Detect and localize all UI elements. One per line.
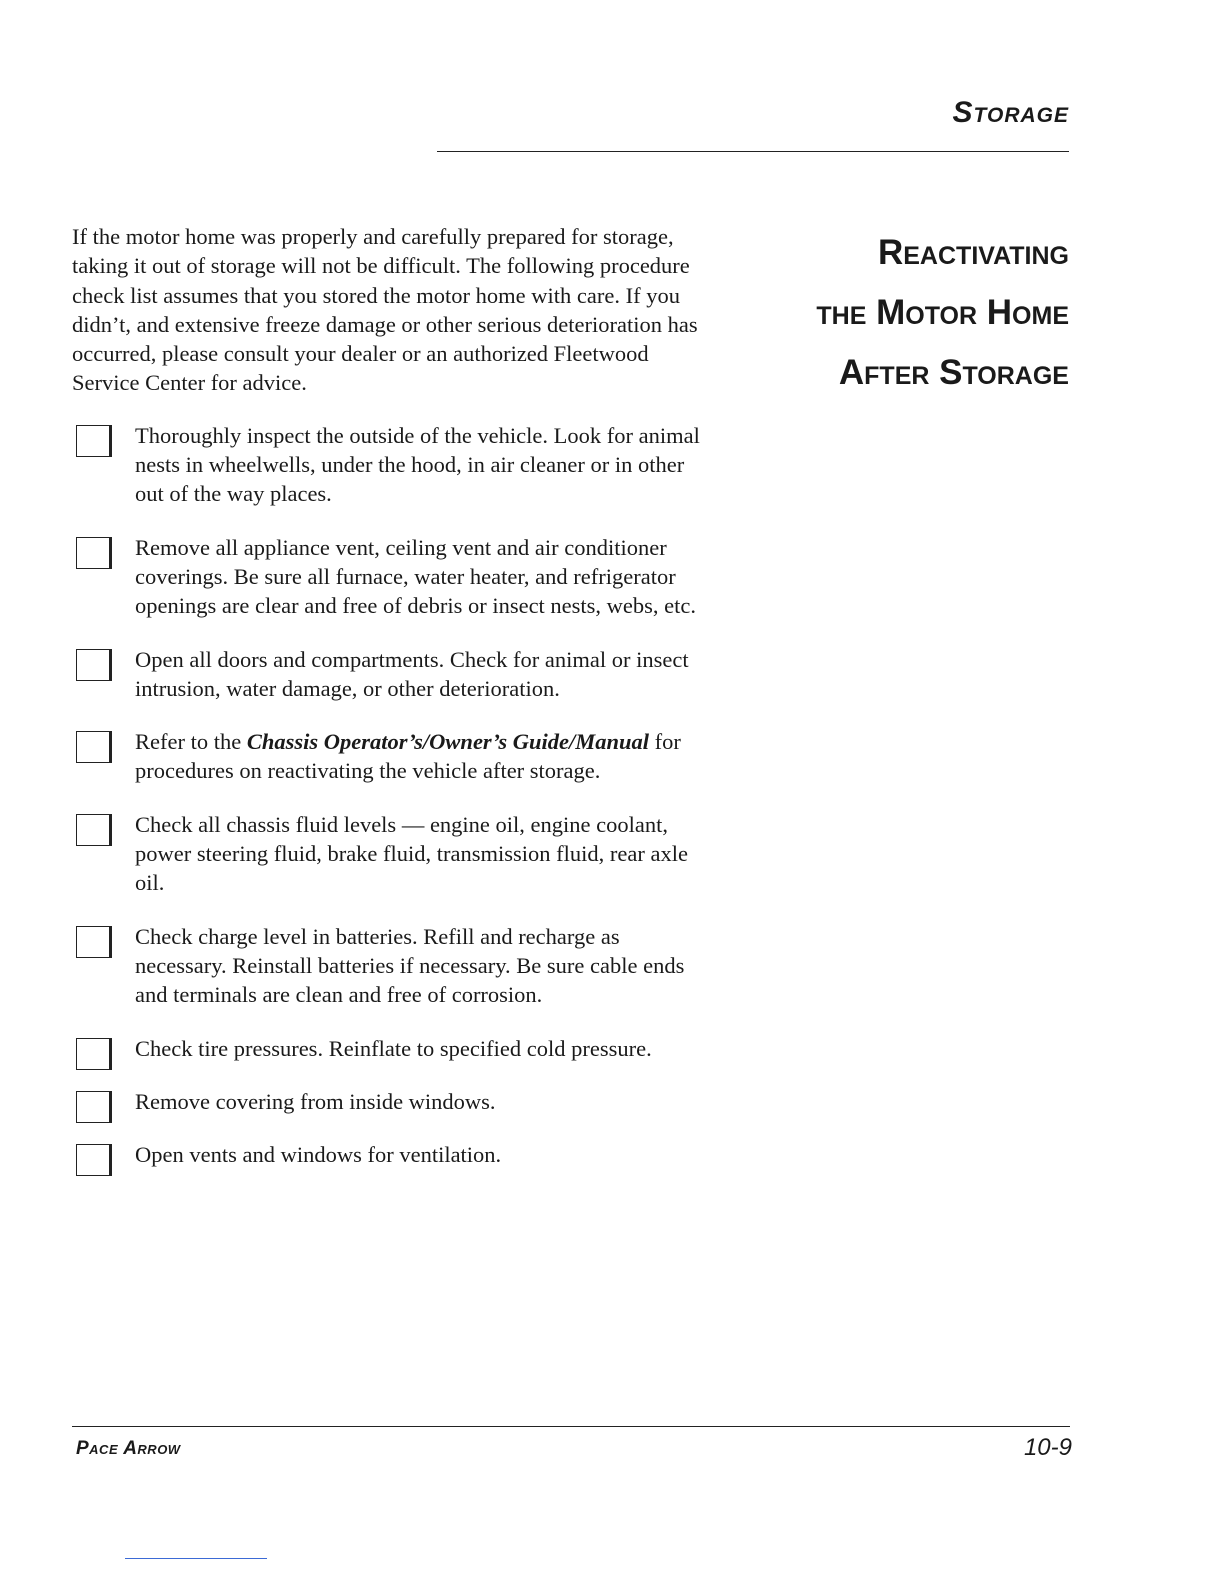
checkbox-icon[interactable]: [76, 1144, 112, 1176]
chassis-manual-reference: Chassis Operator’s/Owner’s Guide/Manual: [246, 729, 650, 755]
side-heading-line-2: the Motor Home: [816, 293, 1069, 333]
bottom-edge-mark: [125, 1558, 267, 1559]
checklist-item-text: Remove covering from inside windows.: [135, 1088, 496, 1114]
header-rule: [437, 151, 1069, 152]
section-title: Storage: [952, 96, 1069, 129]
checklist-item: [72, 922, 707, 1010]
footer-manual-name: Pace Arrow: [76, 1438, 181, 1459]
side-heading: [709, 223, 1069, 404]
checklist-item: [72, 810, 707, 898]
checklist-item: [72, 727, 707, 786]
checkbox-icon[interactable]: [76, 814, 112, 846]
side-heading-line-1: Reactivating: [877, 233, 1069, 272]
checklist-item-text: Check charge level in batteries. Refill and recharge as necessary. Reinstall batteries if necessary. Be sure cable ends and terminals are clean and free of corrosion.: [135, 923, 685, 1008]
main-content: [72, 222, 707, 1193]
checkbox-icon[interactable]: [76, 537, 112, 569]
checkbox-icon[interactable]: [76, 425, 112, 457]
reactivation-checklist: [72, 421, 707, 1170]
side-heading-line-3: After Storage: [838, 353, 1069, 393]
checklist-item-text: Open vents and windows for ventilation.: [135, 1142, 502, 1168]
checklist-item: [72, 421, 707, 509]
checkbox-icon[interactable]: [76, 926, 112, 958]
checklist-item: [72, 645, 707, 704]
checklist-item-text: Check all chassis fluid levels — engine oil, engine coolant, power steering fluid, brake fluid, transmission fluid, rear axle oil.: [135, 811, 688, 896]
checklist-item-text: Open all doors and compartments. Check for animal or insect intrusion, water damage, or other deterioration.: [135, 646, 689, 701]
checkbox-icon[interactable]: [76, 1038, 112, 1070]
page-number: 10-9: [1023, 1434, 1072, 1461]
intro-paragraph: If the motor home was properly and carefully prepared for storage, taking it out of storage will not be difficult. The following procedure check list assumes that you stored the motor home with care. If you didn’t, and extensive freeze damage or other serious deterioration has occurred, please consult your dealer or an authorized Fleetwood Service Center for advice.: [72, 224, 698, 396]
checklist-item-text: Thoroughly inspect the outside of the vehicle. Look for animal nests in wheelwells, under the hood, in air cleaner or in other out of the way places.: [135, 422, 700, 507]
checklist-item: [72, 1087, 707, 1116]
footer-rule: [72, 1426, 1070, 1427]
checkbox-icon[interactable]: [76, 649, 112, 681]
checklist-item: [72, 1034, 707, 1063]
checklist-item-text-prefix: Refer to the: [135, 729, 247, 755]
checklist-item: [72, 1140, 707, 1169]
checklist-item-text-suffix: for procedures on reactivating the vehicle after storage.: [135, 729, 681, 784]
checkbox-icon[interactable]: [76, 1091, 112, 1123]
checkbox-icon[interactable]: [76, 731, 112, 763]
checklist-item-text: Remove all appliance vent, ceiling vent and air conditioner coverings. Be sure all furnace, water heater, and refrigerator openings are clear and free of debris or insect nests, webs, etc.: [135, 534, 697, 619]
checklist-item: [72, 533, 707, 621]
checklist-item-text: Check tire pressures. Reinflate to specified cold pressure.: [135, 1035, 652, 1061]
